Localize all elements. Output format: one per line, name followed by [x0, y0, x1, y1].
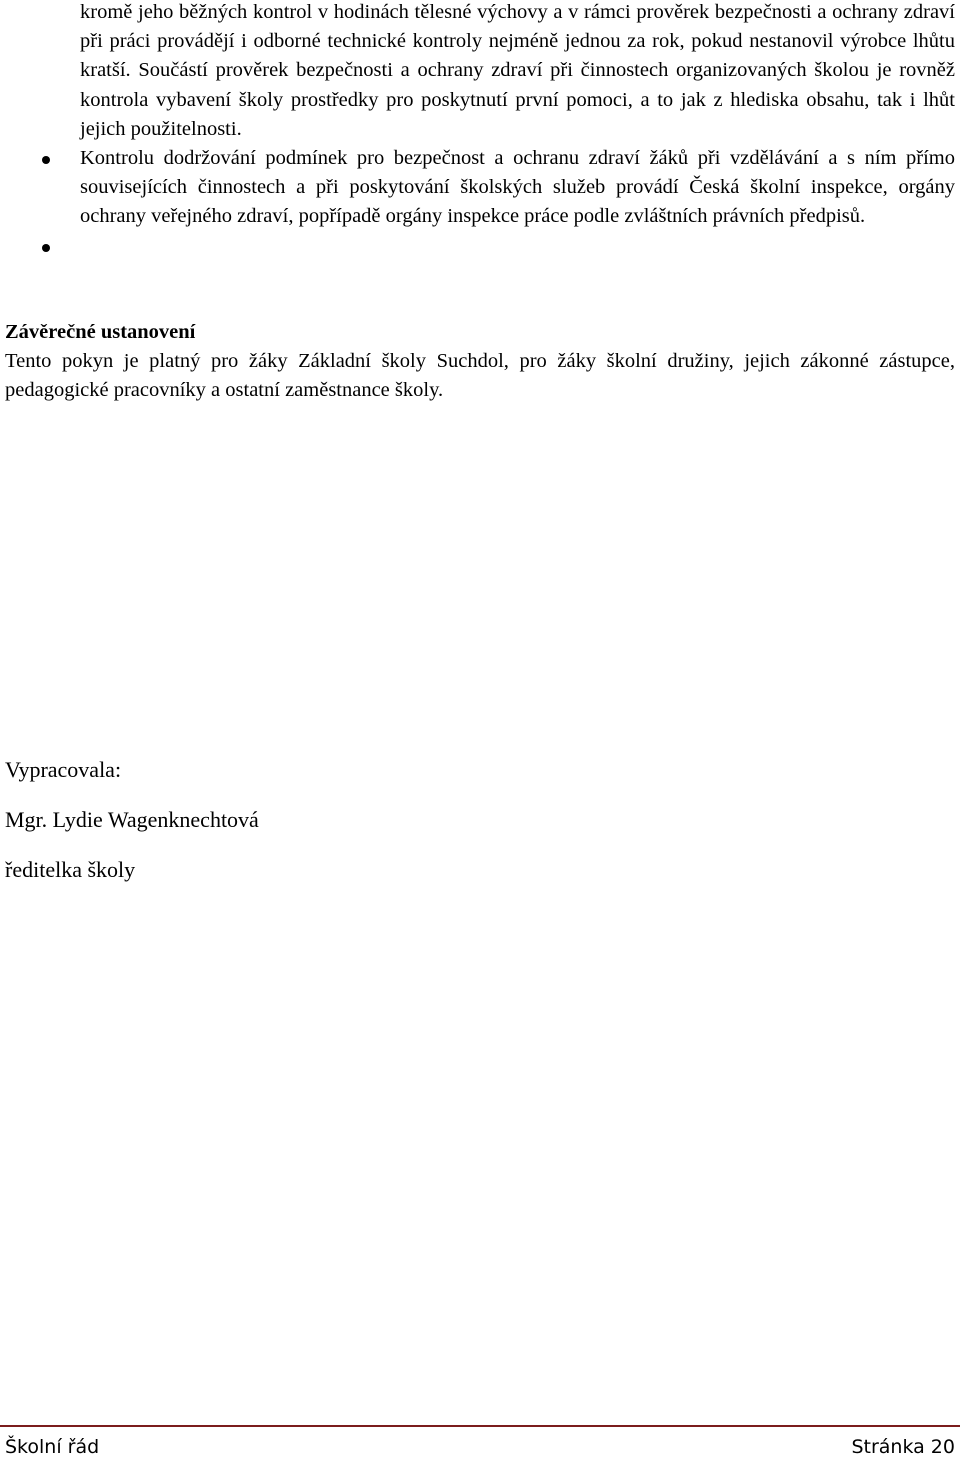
list-item-text: Kontrolu dodržování podmínek pro bezpečnost a ochranu zdraví žáků při vzdělávání a s ním přímo souvisejících činnostech a při poskytování školských služeb provádí Česká školní inspekce, orgány ochrany veřejného zdraví, popřípadě orgány inspekce práce podle zvláštních právních předpisů. — [80, 147, 955, 228]
footer-document-title: Školní řád — [5, 1436, 100, 1458]
bullet-icon — [42, 156, 50, 164]
list-item — [80, 144, 955, 232]
signature-role: ředitelka školy — [5, 857, 136, 882]
section-body: Tento pokyn je platný pro žáky Základní školy Suchdol, pro žáky školní družiny, jejich zákonné zástupce, pedagogické pracovníky a ostatní zaměstnance školy. — [5, 350, 955, 402]
signature-name: Mgr. Lydie Wagenknechtová — [5, 807, 259, 832]
bullet-list — [80, 0, 955, 261]
signature-label: Vypracovala: — [5, 757, 122, 782]
footer-page-number: Stránka 20 — [851, 1436, 955, 1458]
footer-divider — [0, 1425, 960, 1427]
bullet-icon — [42, 244, 50, 252]
closing-section — [5, 318, 955, 406]
continued-paragraph: kromě jeho běžných kontrol v hodinách tělesné výchovy a v rámci prověrek bezpečnosti a ochrany zdraví při práci provádějí i odborné technické kontroly nejméně jednou za rok, pokud nestanovil výrobce lhůtu kratší. Součástí prověrek bezpečnosti a ochrany zdraví při činnostech organizovaných školou je rovněž kontrola vybavení školy prostředky pro poskytnutí první pomoci, a to jak z hlediska obsahu, tak i lhůt jejich použitelnosti. — [80, 1, 955, 140]
section-heading: Závěrečné ustanovení — [5, 321, 196, 343]
empty-list-item — [80, 232, 955, 261]
